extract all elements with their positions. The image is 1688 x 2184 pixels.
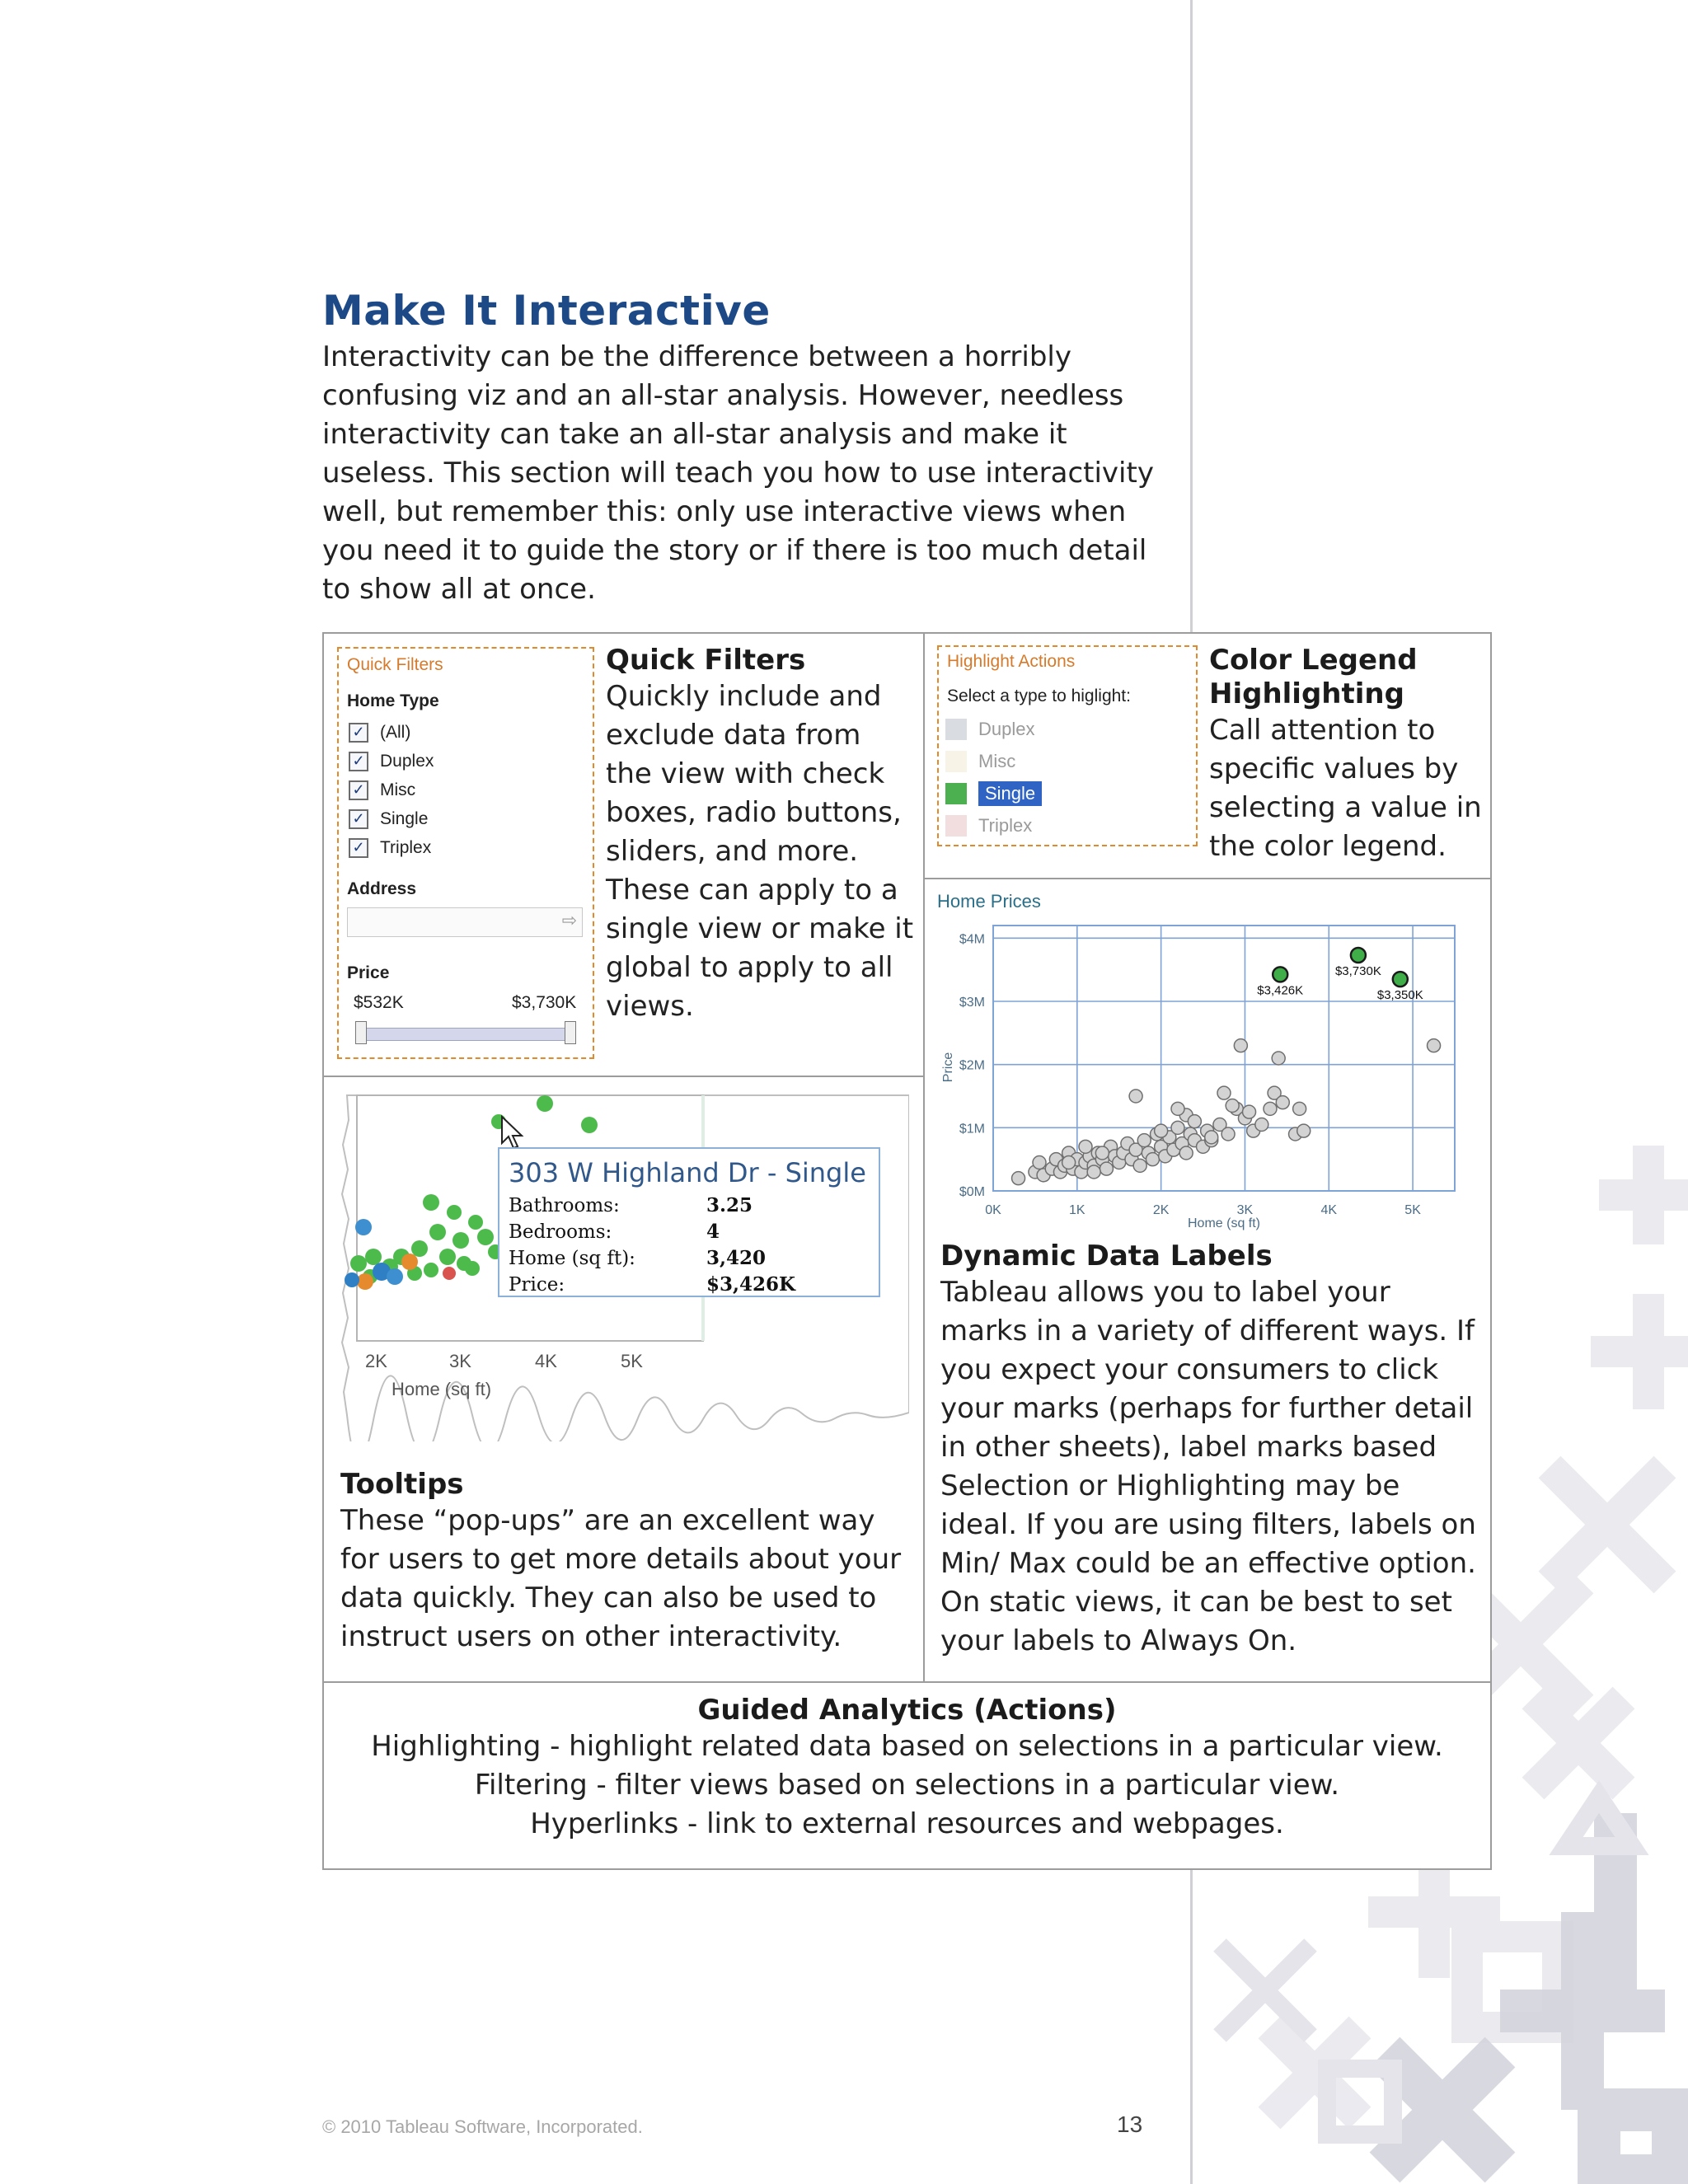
tooltip-value: $3,426K: [706, 1273, 796, 1296]
data-label: $3,350K: [1376, 988, 1423, 1003]
checkbox-label: Single: [380, 808, 429, 828]
tooltip-key: Bathrooms:: [509, 1195, 620, 1216]
features-grid: [322, 632, 1492, 1870]
highlighted-point[interactable]: [1393, 972, 1408, 987]
price-max-value: $3,730K: [512, 993, 577, 1012]
grid-vertical-divider: [923, 634, 925, 1681]
arrow-right-icon[interactable]: ⇨: [561, 911, 577, 931]
x-tick-label: 5K: [1404, 1203, 1421, 1217]
checkbox-single[interactable]: [349, 804, 434, 833]
tooltip-title: 303 W Highland Dr - Single: [509, 1157, 866, 1188]
scatter-point[interactable]: [1188, 1115, 1201, 1128]
dynamic-labels-section: [940, 1240, 1484, 1661]
scatter-point[interactable]: [1155, 1124, 1168, 1137]
y-axis-label: Price: [941, 1052, 955, 1083]
x-tick-label: 0K: [985, 1203, 1001, 1217]
x-tick-label: 2K: [1152, 1203, 1170, 1217]
checkbox-icon[interactable]: ✓: [349, 809, 368, 829]
highlight-prompt: Select a type to higlight:: [947, 687, 1131, 705]
page-title: Make It Interactive: [322, 287, 771, 335]
checkbox-icon[interactable]: ✓: [349, 752, 368, 771]
scatter-point[interactable]: [1217, 1086, 1231, 1099]
tooltip-row: [509, 1245, 871, 1272]
checkbox-triplex[interactable]: [349, 833, 434, 862]
scatter-point[interactable]: [1012, 1172, 1025, 1185]
legend-item-misc[interactable]: [945, 745, 1176, 777]
page-number: 13: [1117, 2111, 1143, 2137]
highlighted-point[interactable]: [1351, 948, 1366, 963]
scatter-point[interactable]: [1129, 1090, 1142, 1103]
color-legend-section: [1209, 644, 1485, 866]
y-tick-label: $4M: [959, 932, 985, 947]
tooltip-row: [509, 1272, 871, 1298]
color-legend-heading: Color Legend Highlighting: [1209, 644, 1418, 710]
tooltip-value: 3,420: [706, 1247, 767, 1269]
scatter-point[interactable]: [1033, 1156, 1046, 1169]
x-tick-label: 5K: [621, 1351, 643, 1371]
legend-label-selected: Single: [978, 781, 1042, 806]
highlighted-point[interactable]: [1273, 967, 1287, 982]
scatter-point[interactable]: [1179, 1146, 1193, 1160]
scatter-point[interactable]: [1243, 1105, 1256, 1118]
legend-item-triplex[interactable]: [945, 809, 1176, 841]
tooltip-key: Price:: [509, 1274, 565, 1296]
tooltip-example: [340, 1087, 909, 1441]
home-type-checkbox-list: [349, 718, 434, 862]
price-min-value: $532K: [354, 993, 404, 1012]
x-tick-label: 1K: [1069, 1203, 1085, 1217]
scatter-point[interactable]: [1171, 1102, 1184, 1115]
address-label: Address: [347, 879, 417, 898]
slider-max-handle[interactable]: [565, 1021, 576, 1044]
guided-line-hyperlinks: Hyperlinks - link to external resources and webpages.: [530, 1807, 1284, 1840]
address-input[interactable]: [347, 907, 583, 937]
home-prices-chart: [934, 886, 1478, 1232]
checkbox-icon[interactable]: ✓: [349, 838, 368, 858]
tooltips-section: [340, 1468, 917, 1657]
x-axis-label: Home (sq ft): [392, 1379, 492, 1399]
x-tick-label: 3K: [1236, 1203, 1254, 1217]
tooltip-row: [509, 1219, 871, 1245]
checkbox-label: Misc: [380, 780, 416, 799]
legend-item-duplex[interactable]: [945, 713, 1176, 745]
legend-label: Duplex: [978, 718, 1035, 739]
x-tick-label: 4K: [1320, 1203, 1338, 1217]
guided-analytics-heading: Guided Analytics (Actions): [697, 1694, 1117, 1727]
scatter-point[interactable]: [1100, 1162, 1113, 1175]
scatter-point[interactable]: [1221, 1127, 1235, 1141]
checkbox-all[interactable]: [349, 718, 434, 747]
scatter-point[interactable]: [1137, 1134, 1151, 1147]
legend-swatch: [945, 719, 967, 740]
checkbox-icon[interactable]: ✓: [349, 723, 368, 743]
scatter-point[interactable]: [1226, 1099, 1239, 1113]
guided-analytics-section: [324, 1694, 1490, 1844]
tooltip-key: Bedrooms:: [509, 1221, 612, 1243]
quick-filters-panel: [337, 647, 594, 1059]
checkbox-label: (All): [380, 722, 411, 742]
highlight-actions-panel: [937, 645, 1198, 846]
slider-min-handle[interactable]: [355, 1021, 367, 1044]
grid-right-horizontal-divider: [925, 878, 1490, 879]
y-tick-label: $3M: [959, 996, 985, 1010]
scatter-point[interactable]: [1171, 1121, 1184, 1134]
quick-filters-section: [606, 644, 915, 1026]
scatter-point[interactable]: [1095, 1146, 1109, 1160]
tooltip-value: 3.25: [706, 1194, 753, 1216]
legend-item-single[interactable]: [945, 777, 1176, 809]
checkbox-label: Duplex: [380, 751, 434, 771]
data-label: $3,730K: [1334, 964, 1381, 979]
dynamic-labels-body: Tableau allows you to label your marks in a variety of different ways. If you expect your consumers to click your marks (perhaps for further detail in other sheets), label marks based Selection or Highlighting may be ideal. If you are using filters, labels on Min/ Max could be an effective option. On static views, it can be best to set your labels to Always On.: [940, 1276, 1476, 1657]
scatter-point[interactable]: [1297, 1124, 1311, 1137]
scatter-point[interactable]: [1234, 1039, 1247, 1052]
tooltip-key: Home (sq ft):: [509, 1248, 635, 1269]
y-tick-label: $2M: [959, 1058, 985, 1073]
y-tick-label: $0M: [959, 1185, 985, 1199]
scatter-point[interactable]: [1293, 1102, 1306, 1115]
highlight-actions-title: Highlight Actions: [947, 652, 1076, 671]
chart-title: Home Prices: [937, 891, 1041, 912]
checkbox-duplex[interactable]: [349, 747, 434, 776]
home-type-label: Home Type: [347, 691, 439, 710]
scatter-point[interactable]: [1087, 1165, 1100, 1179]
scatter-point[interactable]: [1146, 1153, 1159, 1166]
checkbox-misc[interactable]: [349, 776, 434, 804]
grid-bottom-divider: [324, 1681, 1490, 1683]
scatter-point[interactable]: [1272, 1052, 1285, 1065]
scatter-point[interactable]: [1264, 1102, 1277, 1115]
tooltips-heading: Tooltips: [340, 1468, 464, 1501]
scatter-point[interactable]: [1062, 1156, 1076, 1169]
tooltip-row: [509, 1193, 871, 1219]
scatter-point[interactable]: [1255, 1118, 1268, 1132]
legend-swatch: [945, 783, 967, 804]
intro-paragraph: Interactivity can be the difference between a horribly confusing viz and an all-star analysis. However, needless interactivity can take an all-star analysis and make it useless. This section will teach you how to use interactivity well, but remember this: only use interactive views when you need it to guide the story or if there is too much detail to show all at once.: [322, 340, 1154, 606]
scatter-point[interactable]: [1428, 1039, 1441, 1052]
quick-filters-body: Quickly include and exclude data from the view with check boxes, radio buttons, sliders, and more. These can apply to a single view or make it global to apply to all views.: [606, 680, 914, 1023]
x-tick-label: 4K: [535, 1351, 557, 1371]
dynamic-labels-heading: Dynamic Data Labels: [940, 1240, 1273, 1272]
legend-label: Misc: [978, 750, 1016, 771]
color-legend-list: [945, 713, 1176, 841]
scatter-point[interactable]: [1205, 1131, 1218, 1144]
quick-filters-heading: Quick Filters: [606, 644, 806, 677]
legend-swatch: [945, 751, 967, 772]
price-range-slider[interactable]: [360, 1028, 571, 1041]
scatter-point[interactable]: [1079, 1140, 1092, 1153]
color-legend-body: Call attention to specific values by selecting a value in the color legend.: [1209, 714, 1482, 863]
x-axis-label: Home (sq ft): [1187, 1216, 1261, 1230]
guided-line-highlighting: Highlighting - highlight related data based on selections in a particular view.: [371, 1730, 1443, 1763]
scatter-point[interactable]: [1133, 1159, 1146, 1172]
legend-label: Triplex: [978, 814, 1033, 836]
tooltip-value: 4: [706, 1221, 720, 1243]
x-tick-label: 3K: [449, 1351, 471, 1371]
scatter-point[interactable]: [1276, 1096, 1289, 1109]
tooltip-content: [509, 1156, 871, 1298]
grid-left-horizontal-divider: [324, 1076, 923, 1077]
price-label: Price: [347, 963, 390, 982]
checkbox-label: Triplex: [380, 837, 432, 857]
guided-line-filtering: Filtering - filter views based on selections in a particular view.: [474, 1769, 1340, 1802]
data-label: $3,426K: [1257, 983, 1304, 998]
x-tick-label: 2K: [365, 1351, 387, 1371]
tooltips-body: These “pop-ups” are an excellent way for users to get more details about your data quickly. They can also be used to instruct users on other interactivity.: [340, 1504, 902, 1653]
checkbox-icon[interactable]: ✓: [349, 780, 368, 800]
legend-swatch: [945, 815, 967, 837]
quick-filters-panel-title: Quick Filters: [347, 655, 443, 674]
y-tick-label: $1M: [959, 1122, 985, 1137]
copyright-footer: © 2010 Tableau Software, Incorporated.: [322, 2116, 643, 2137]
